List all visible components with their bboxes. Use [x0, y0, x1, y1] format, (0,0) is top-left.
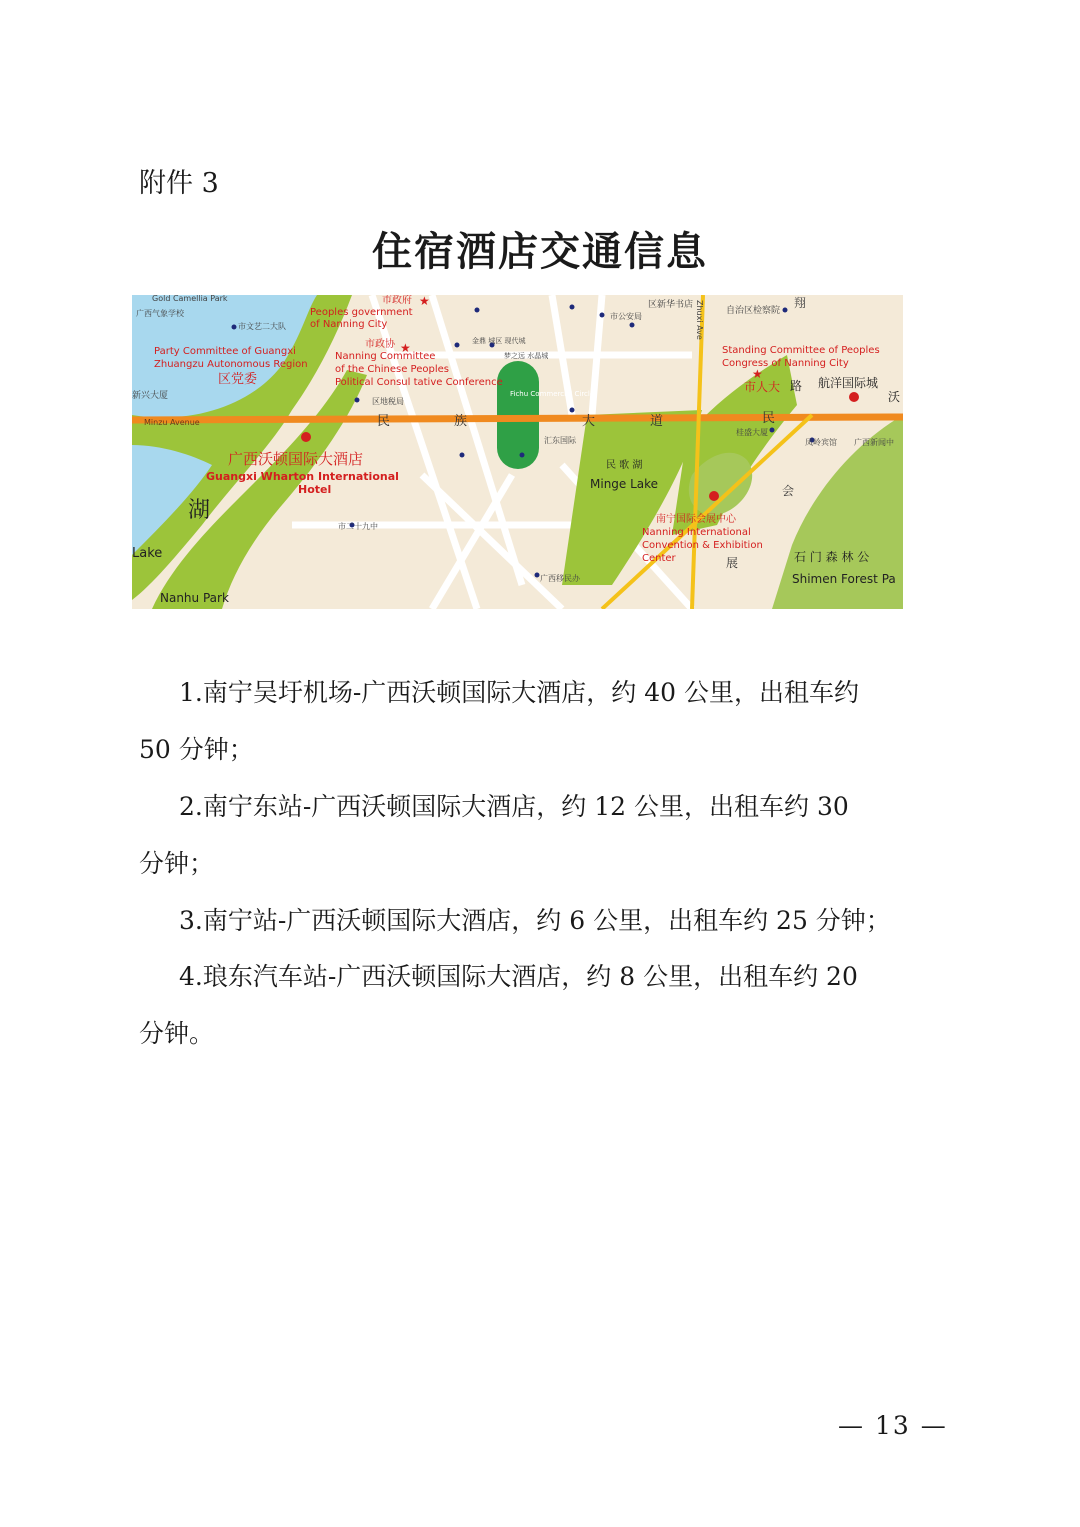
paragraph-line: 3.南宁站-广西沃顿国际大酒店，约 6 公里，出租车约 25 分钟；: [179, 906, 891, 935]
map-label: 广西移民办: [540, 574, 580, 583]
map-label: 市政协: [365, 339, 395, 350]
map-label: 南宁国际会展中心: [656, 514, 736, 525]
map-label: 凤岭宾馆: [805, 438, 837, 447]
map-label: Guangxi Wharton International: [206, 470, 399, 483]
expo-marker: [709, 491, 719, 501]
map-label: Minge Lake: [590, 477, 659, 491]
paragraph-line: 1.南宁吴圩机场-广西沃顿国际大酒店，约 40 公里，出租车约: [179, 678, 860, 707]
map-label: 金鼎 城区 现代城: [472, 337, 526, 345]
map-label: Political Consul tative Conference: [335, 377, 503, 388]
svg-text:★: ★: [752, 367, 763, 381]
map-label: 市文艺二大队: [238, 322, 286, 331]
map-label: 广西气象学校: [136, 309, 184, 318]
paragraph-line: 分钟。: [139, 1019, 215, 1048]
attachment-label: 附件 3: [139, 168, 219, 199]
map-label: 市二十九中: [338, 522, 378, 531]
document-title: 住宿酒店交通信息: [372, 228, 708, 275]
paragraph-line: 2.南宁东站-广西沃顿国际大酒店，约 12 公里，出租车约 30: [179, 792, 849, 821]
svg-text:★: ★: [419, 295, 430, 308]
map-label: 桂盛大厦: [736, 428, 768, 437]
map-label: 区地税局: [372, 397, 404, 406]
hangyang-marker: [849, 392, 859, 402]
map-label: Minzu Avenue: [144, 418, 200, 427]
map-label: Zhuxi Ave: [695, 300, 704, 340]
map-label: 会: [782, 484, 795, 498]
map-label: 族: [454, 414, 468, 429]
paragraph-langdong-bus: [139, 948, 939, 1062]
map-label: 大: [582, 414, 596, 429]
map-label: Hotel: [298, 483, 332, 496]
map-label: 展: [726, 556, 739, 570]
map-label: Nanhu Park: [160, 591, 229, 605]
paragraph-east-station: [139, 778, 939, 892]
paragraph-airport: [139, 664, 939, 778]
map-label: Shimen Forest Pa: [792, 572, 896, 586]
map-label: 航洋国际城: [818, 376, 879, 390]
map-label: 市人大: [744, 380, 781, 394]
paragraph-line: 50 分钟；: [139, 735, 254, 764]
map-label: Nanning Committee: [335, 351, 436, 362]
map-label: 区党委: [218, 372, 258, 387]
map-label: 市政府: [382, 295, 412, 306]
map-label: Standing Committee of Peoples: [722, 345, 880, 356]
map-label: Center: [642, 553, 676, 564]
map-label: 石 门 森 林 公: [794, 550, 870, 564]
map-label: Lake: [132, 546, 163, 561]
map-label: 广西新闻中: [854, 438, 894, 447]
map-label: Zhuangzu Autonomous Region: [154, 359, 308, 370]
paragraph-nanning-station: [139, 892, 939, 949]
map-label: 汇东国际: [544, 436, 576, 445]
map-label: Gold Camellia Park: [152, 295, 228, 303]
map-label: Convention & Exhibition: [642, 540, 763, 551]
page-number: — 13 —: [838, 1411, 948, 1440]
map-label: Nanning International: [642, 527, 751, 538]
map-label: 梦之远 水晶城: [504, 352, 549, 360]
map-label: 路: [790, 379, 803, 393]
map-label: of Nanning City: [310, 319, 388, 330]
hotel-location-map: [132, 295, 903, 609]
hotel-marker: [301, 432, 311, 442]
map-label: 民: [377, 414, 391, 429]
map-label: of the Chinese Peoples: [335, 364, 449, 375]
minzu-avenue-road: [132, 417, 903, 420]
map-label: 市公安局: [610, 312, 642, 321]
svg-text:★: ★: [400, 341, 411, 355]
map-label: Fichu Commercial Circle: [510, 390, 595, 398]
paragraph-line: 分钟；: [139, 849, 215, 878]
map-label: 道: [650, 414, 664, 429]
map-label: 民 歌 湖: [606, 460, 643, 471]
paragraph-line: 4.琅东汽车站-广西沃顿国际大酒店，约 8 公里，出租车约 20: [179, 962, 858, 991]
map-label: 沃: [888, 390, 901, 404]
map-label: Peoples government: [310, 307, 413, 318]
map-label: 民: [762, 411, 776, 426]
map-label: 区新华书店: [648, 300, 694, 310]
map-label: 广西沃顿国际大酒店: [228, 450, 364, 468]
map-label: 湖: [188, 498, 211, 523]
map-label: Party Committee of Guangxi: [154, 346, 296, 357]
map-label: 自治区检察院: [726, 306, 781, 316]
map-label: Congress of Nanning City: [722, 358, 849, 369]
map-label: 新兴大厦: [132, 391, 169, 401]
map-label: 翔: [794, 296, 807, 310]
